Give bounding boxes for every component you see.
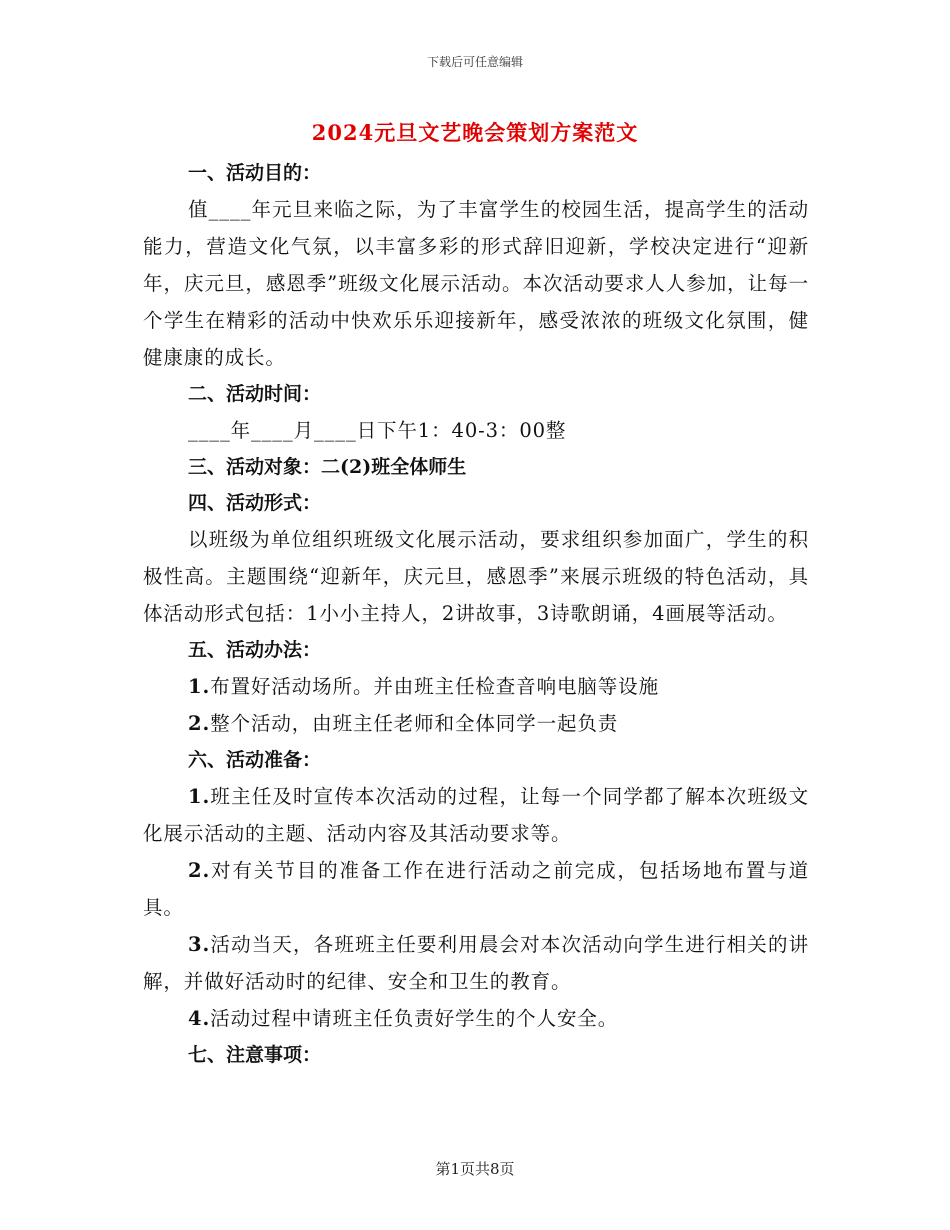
list-item — [143, 1000, 809, 1037]
list-item-number: 1. — [188, 785, 211, 808]
list-item-text: 活动过程中请班主任负责好学生的个人安全。 — [210, 1007, 619, 1030]
section-paragraph-time: ____年____月____日下午1：40-3：00整 — [188, 419, 567, 442]
list-item — [143, 778, 809, 852]
list-item — [143, 705, 809, 742]
section-heading-method: 五、活动办法： — [188, 639, 322, 661]
section-heading-time: 二、活动时间： — [188, 383, 322, 405]
list-item-text: 班主任及时宣传本次活动的过程，让每一个同学都了解本次班级文化展示活动的主题、活动内容及其活动要求等。 — [143, 785, 809, 845]
page-footer: 第1页共8页 — [435, 1160, 515, 1178]
list-item — [143, 852, 809, 926]
list-item-number: 2. — [188, 712, 211, 735]
section-paragraph-format: 以班级为单位组织班级文化展示活动，要求组织参加面广，学生的积极性高。主题围绕“迎新年，庆元旦，感恩季”来展示班级的特色活动，具体活动形式包括：1小小主持人，2讲故事，3诗歌朗诵，4画展等活动。 — [143, 528, 809, 625]
section-heading-purpose: 一、活动目的： — [188, 162, 322, 184]
list-item — [143, 668, 809, 705]
list-item-text: 对有关节目的准备工作在进行活动之前完成，包括场地布置与道具。 — [143, 859, 809, 919]
section-heading-format: 四、活动形式： — [188, 492, 322, 514]
list-item-number: 1. — [188, 675, 211, 698]
document-title: 2024元旦文艺晚会策划方案范文 — [311, 120, 639, 145]
section-heading-audience: 三、活动对象：二(2)班全体师生 — [188, 456, 467, 478]
list-item-text: 整个活动，由班主任老师和全体同学一起负责 — [210, 712, 619, 735]
page-header: 下载后可任意编辑 — [426, 55, 523, 69]
section-paragraph-purpose: 值____年元旦来临之际，为了丰富学生的校园生活，提高学生的活动能力，营造文化气氛，以丰富多彩的形式辞旧迎新，学校决定进行“迎新年，庆元旦，感恩季”班级文化展示活动。本次活动要求人人参加，让每一个学生在精彩的活动中快欢乐乐迎接新年，感受浓浓的班级文化氛围，健健康康的成长。 — [143, 198, 809, 369]
section-heading-preparation: 六、活动准备： — [188, 749, 322, 771]
list-item-text: 活动当天，各班班主任要利用晨会对本次活动向学生进行相关的讲解，并做好活动时的纪律、安全和卫生的教育。 — [143, 933, 809, 993]
list-item-number: 4. — [188, 1007, 211, 1030]
list-item-text: 布置好活动场所。并由班主任检查音响电脑等设施 — [210, 675, 659, 698]
document-body — [143, 155, 809, 1073]
list-item — [143, 926, 809, 1000]
section-heading-notes: 七、注意事项： — [188, 1044, 322, 1066]
list-item-number: 3. — [188, 933, 211, 956]
list-item-number: 2. — [188, 859, 211, 882]
